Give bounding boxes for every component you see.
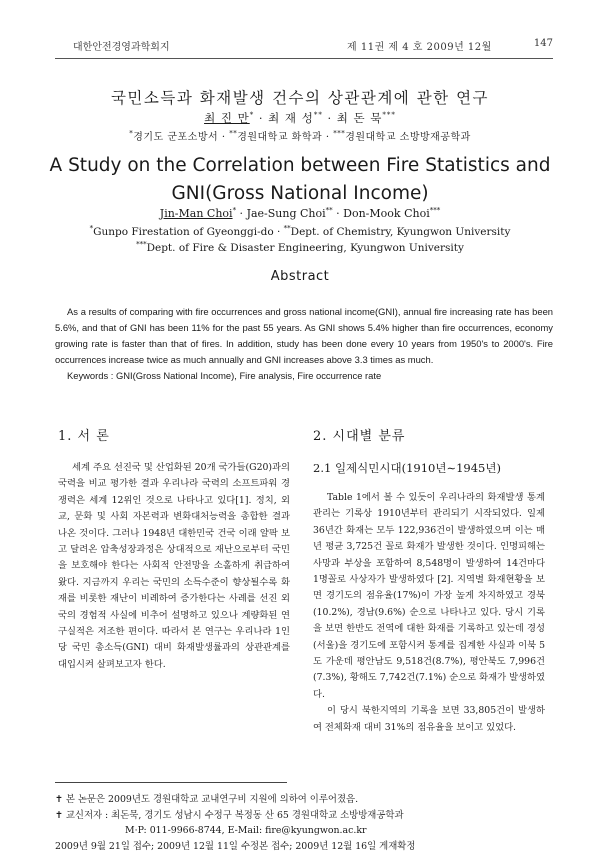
korean-author-2: 최 재 성: [268, 111, 314, 125]
english-title-line-1: A Study on the Correlation between Fire Statistics and: [40, 152, 560, 180]
abstract-body: As a results of comparing with fire occurrences and gross national income(GNI), annual fire increasing rate has been 5.6%, and that of GNI has been 11% for the past 55 years. As GNI shows 5.4% higher than fire occurrences, economy growing rate is faster than that of fires. In addition, study has been done every 10 years from 1950's to 2000's. Fire occurrences increase twice as much annually and GNI increases above 3.3 times as much.: [55, 304, 553, 368]
section-1-body: [58, 460, 290, 673]
english-title: [40, 152, 560, 208]
affil-mark: ***: [333, 130, 345, 138]
abstract-heading: Abstract: [40, 269, 560, 284]
author-separator: ·: [236, 207, 247, 220]
section-2-paragraph-1: Table 1에서 볼 수 있듯이 우리나라의 화재발생 통계 관리는 기록상 1910년부터 관리되기 시작되었다. 일제 36년간 화재는 모두 122,936건이 발생하였으며 이는 매년 평균 3,725건 꼴로 화재가 발생한 것이다. 인명피해는 사망과 부상을 포함하여 8,548명이 발생하여 14건마다 1명꼴로 사상자가 발생하였다 [2]. 지역별 화재현황을 보면 경기도의 점유율(17%)이 가장 높게 차지하였고 경북(10.2%), 경남(9.6%) 순으로 나타나고 있다. 당시 기록을 보면 한반도 전역에 대한 화재를 기록하고 있는데 경성(서울)을 경기도에 포함시켜 통계를 집계한 사실과 이북 5도 가운데 평안남도 9,518건(8.7%), 평안북도 7,996건(7.3%), 황해도 7,742건(7.1%) 순으로 화재가 발생하였다.: [313, 490, 545, 703]
korean-affil-2: 경원대학교 화학과 ·: [237, 132, 333, 143]
section-1-paragraph: 세계 주요 선진국 및 산업화된 20개 국가들(G20)과의 국력을 비교 평가한 결과 우리나라 국력의 소프트파워 경쟁력은 세계 12위인 것으로 나타나고 있다[1]. 정치, 외교, 문화 및 사회 자본력과 변화대처능력을 총합한 결과 나온 것이다. 그러나 1948년 대한민국 건국 이래 얄팍 보고 달려온 압축성장과정은 상대적으로 재난으로부터 국민을 보호해야 한다는 사회적 안전망을 소홀하게 취급하여 왔다. 지금까지 우리는 국민의 소득수준이 향상될수록 화재를 비롯한 재난이 비례하여 증가한다는 사례를 선진 외국의 경험적 사실에 비추어 설명하고 있으나 계량화된 연구실적은 저조한 편이다. 따라서 본 연구는 우리나라 1인당 국민 총소득(GNI) 대비 화재발생률과의 상관관계를 대입시켜 살펴보고자 한다.: [58, 460, 290, 673]
english-affil-line-2: ***Dept. of Fire & Disaster Engineering, Kyungwon University: [40, 240, 560, 256]
section-2-body: [313, 490, 545, 736]
footnote-funding: ✝ 본 논문은 2009년도 경원대학교 교내연구비 지원에 의하여 이루어졌음.: [55, 792, 553, 808]
keywords: Keywords : GNI(Gross National Income), Fire analysis, Fire occurrence rate: [55, 368, 553, 384]
korean-title: 국민소득과 화재발생 건수의 상관관계에 관한 연구: [40, 86, 560, 108]
english-title-line-2: GNI(Gross National Income): [40, 180, 560, 208]
running-header: [55, 38, 553, 54]
affil-mark: **: [284, 225, 291, 233]
english-affiliations: [40, 224, 560, 256]
author-mark: *: [233, 206, 237, 214]
english-author-3: Don-Mook Choi: [343, 207, 430, 220]
journal-name: 대한안전경영과학회지: [73, 38, 170, 53]
author-separator: ·: [254, 111, 268, 125]
author-separator: ·: [323, 111, 337, 125]
korean-affil-3: 경원대학교 소방방재공학과: [345, 132, 471, 143]
author-mark: **: [314, 111, 323, 119]
english-author-2: Jae-Sung Choi: [247, 207, 326, 220]
korean-author-1: 최 진 만: [204, 111, 250, 125]
english-authors: [40, 207, 560, 220]
author-mark: ***: [382, 111, 396, 119]
footnote-corresponding-author: ✝ 교신저자 : 최돈묵, 경기도 성남시 수정구 복정동 산 65 경원대학교 소방방재공학과: [55, 808, 553, 824]
affil-mark: ***: [136, 241, 147, 249]
issue-info: 제 11권 제 4 호 2009년 12월: [347, 38, 492, 53]
author-separator: ·: [333, 207, 344, 220]
abstract-block: [55, 304, 553, 384]
section-2-1-heading: 2.1 일제식민시대(1910년∼1945년): [313, 460, 501, 476]
footnote-contact: M·P: 011-9966-8744, E-Mail: fire@kyungwon.ac.kr: [55, 823, 553, 839]
korean-authors: [40, 110, 560, 126]
korean-affil-1: 경기도 군포소방서 ·: [133, 132, 229, 143]
page-number: 147: [534, 38, 553, 49]
affil-mark: *: [129, 130, 133, 138]
korean-affiliations: [40, 128, 560, 143]
affil-mark: **: [229, 130, 237, 138]
author-mark: **: [326, 206, 333, 214]
footnote-dates: 2009년 9월 21일 접수; 2009년 12월 11일 수정본 접수; 2009년 12월 16일 게재확정: [55, 839, 553, 854]
header-rule: [55, 58, 553, 59]
author-mark: ***: [430, 206, 441, 214]
english-author-1: Jin-Man Choi: [160, 207, 233, 220]
footnotes: [55, 792, 553, 854]
author-mark: *: [250, 111, 255, 119]
footnote-rule: [55, 782, 287, 783]
affil-mark: *: [90, 225, 94, 233]
section-1-heading: 1. 서 론: [58, 425, 110, 444]
korean-author-3: 최 돈 묵: [337, 111, 383, 125]
section-2-paragraph-2: 이 당시 북한지역의 기록을 보면 33,805건이 발생하여 전체화재 대비 31%의 점유율을 보이고 있었다.: [313, 703, 545, 736]
section-2-heading: 2. 시대별 분류: [313, 425, 405, 444]
english-affil-line-1: *Gunpo Firestation of Gyeonggi-do · **Dept. of Chemistry, Kyungwon University: [40, 224, 560, 240]
